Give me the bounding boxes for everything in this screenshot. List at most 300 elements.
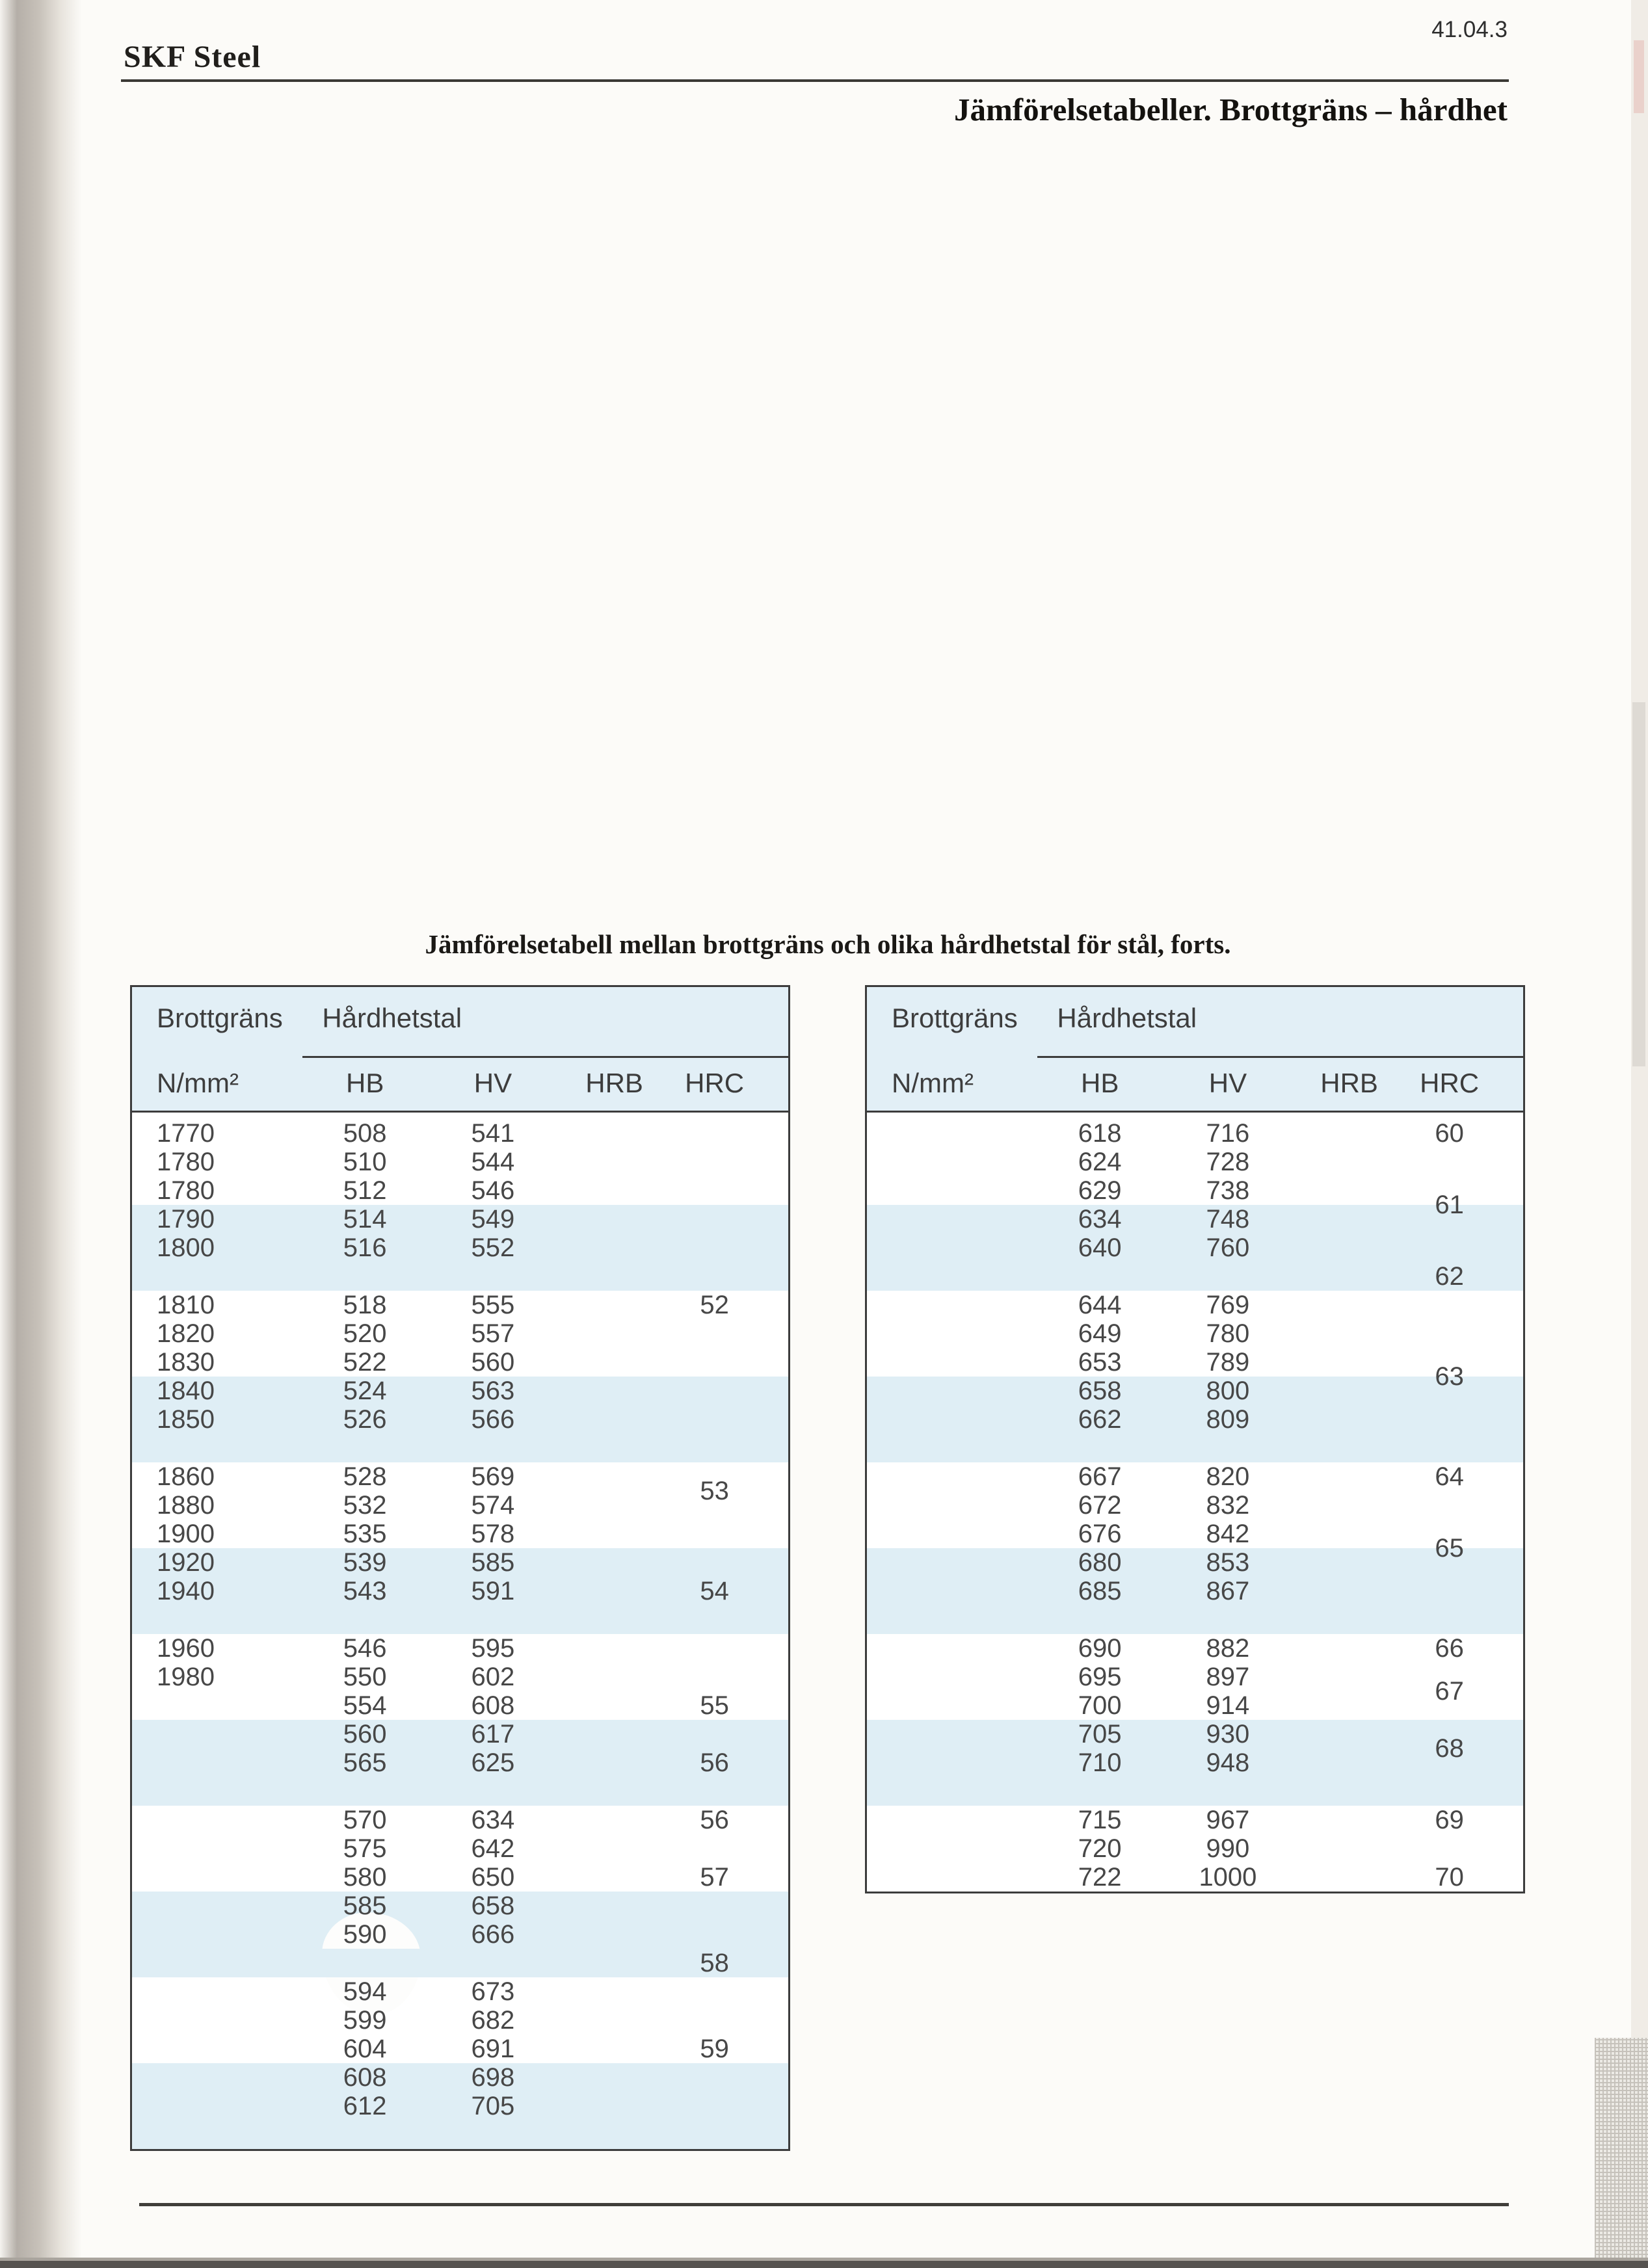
column-group-hardhetstal: Hårdhetstal [1057,1003,1197,1033]
cell-hb: 512 [343,1176,387,1205]
brand-name: SKF Steel [124,40,261,74]
spacer-row [867,1434,1523,1462]
cell-hb: 570 [343,1806,387,1834]
cell-hrc: 65 [1435,1534,1464,1563]
table-row [867,1119,1523,1148]
cell-brottgrans [867,1605,1037,1634]
cell-hrc [1405,1748,1523,1777]
cell-hrb [559,1520,671,1548]
cell-hv: 691 [471,2035,515,2063]
cell-hb: 672 [1078,1491,1122,1520]
cell-hrc [670,1634,788,1663]
cell-hb: 695 [1078,1663,1122,1691]
table-row [132,1691,788,1720]
column-hb: HB [1081,1068,1119,1098]
unit-label: N/mm² [892,1068,974,1098]
cell-hrc: 70 [1435,1863,1464,1892]
cell-hrb [559,1949,671,1977]
cell-hrc [670,1491,788,1520]
cell-hrb [559,1176,671,1205]
spacer-row [132,1949,788,1977]
cell-hrb [1294,1863,1405,1892]
cell-hv: 897 [1206,1663,1250,1691]
cell-hrb [559,1548,671,1577]
cell-hrb [1294,1548,1405,1577]
column-hrb: HRB [585,1068,643,1098]
cell-hrc [670,1834,788,1863]
cell-hrb [559,1262,671,1291]
table-row [132,2092,788,2120]
cell-hb: 520 [343,1319,387,1348]
cell-brottgrans [867,1434,1037,1462]
table-row [867,1491,1523,1520]
table-row [867,1205,1523,1233]
cell-hrc: 60 [1435,1119,1464,1148]
cell-hv: 546 [471,1176,515,1205]
table-row [867,1148,1523,1176]
cell-hrc: 66 [1435,1634,1464,1663]
cell-hrc [1405,1405,1523,1434]
cell-hrb [1294,1577,1405,1605]
cell-hrb [1294,1291,1405,1319]
cell-hrc: 62 [1435,1262,1464,1291]
cell-hv: 698 [471,2063,515,2092]
cell-hv: 748 [1206,1205,1250,1233]
cell-brottgrans: 1940 [157,1577,215,1605]
table-row [867,1405,1523,1434]
cell-hrb [559,1777,671,1806]
cell-hb: 543 [343,1577,387,1605]
table-row [132,1977,788,2006]
cell-hb: 539 [343,1548,387,1577]
cell-hrc [670,1434,788,1462]
cell-hrc: 52 [700,1291,729,1319]
cell-hb: 649 [1078,1319,1122,1348]
left-table-body [132,1113,788,2149]
cell-hrb [559,1634,671,1663]
cell-brottgrans [132,2120,302,2149]
cell-hv [427,1777,559,1806]
cell-hv: 658 [471,1892,515,1920]
cell-hv [427,1262,559,1291]
cell-hrb [559,1577,671,1605]
cell-hb: 629 [1078,1176,1122,1205]
cell-brottgrans [867,1548,1037,1577]
cell-hb: 715 [1078,1806,1122,1834]
cell-hrb [559,2035,671,2063]
cell-hb [302,1605,427,1634]
cell-brottgrans [132,1892,302,1920]
cell-hrb [559,1806,671,1834]
cell-hrb [559,1434,671,1462]
table-row [132,1520,788,1548]
cell-hb: 565 [343,1748,387,1777]
cell-hb: 644 [1078,1291,1122,1319]
cell-hv: 552 [471,1233,515,1262]
cell-hrb [559,1205,671,1233]
cell-hb: 700 [1078,1691,1122,1720]
cell-brottgrans [867,1348,1037,1377]
cell-hb: 653 [1078,1348,1122,1377]
cell-brottgrans [867,1663,1037,1691]
cell-hv: 608 [471,1691,515,1720]
cell-brottgrans [867,1720,1037,1748]
cell-hv [1162,1777,1294,1806]
cell-hrc [1405,1548,1523,1577]
cell-hrb [1294,1434,1405,1462]
cell-hrc [670,2063,788,2092]
cell-brottgrans [132,1748,302,1777]
cell-hv: 541 [471,1119,515,1148]
table-row [867,1806,1523,1834]
cell-hrc: 61 [1435,1191,1464,1219]
cell-hrc [1405,1319,1523,1348]
cell-hv [427,1949,559,1977]
spacer-row [132,1777,788,1806]
cell-hv: 853 [1206,1548,1250,1577]
table-header [867,987,1523,1113]
table-row [132,1405,788,1434]
table-row [132,1748,788,1777]
cell-hrb [1294,1748,1405,1777]
cell-hv: 780 [1206,1319,1250,1348]
cell-brottgrans [132,1691,302,1720]
cell-hv: 574 [471,1491,515,1520]
cell-hrb [559,1834,671,1863]
page-bottom-edge [0,2258,1648,2268]
cell-hv: 789 [1206,1348,1250,1377]
cell-hv: 809 [1206,1405,1250,1434]
cell-brottgrans [867,1233,1037,1262]
cell-hv: 990 [1206,1834,1250,1863]
cell-hrc [670,1319,788,1348]
cell-hv: 578 [471,1520,515,1548]
cell-brottgrans [132,2092,302,2120]
cell-brottgrans [132,1777,302,1806]
spacer-row [132,1434,788,1462]
cell-hb: 608 [343,2063,387,2092]
page-title: Jämförelsetabeller. Brottgräns – hårdhet [953,92,1508,127]
table-row [132,1634,788,1663]
cell-hrb [1294,1834,1405,1863]
cell-brottgrans [867,1834,1037,1863]
column-group-brottgrans: Brottgräns [157,1003,283,1033]
table-row [132,1119,788,1148]
cell-hrc [670,1548,788,1577]
cell-hrb [559,1377,671,1405]
table-row [132,1720,788,1748]
cell-hrc: 64 [1435,1462,1464,1491]
cell-hrc: 63 [1435,1362,1464,1391]
cell-hb: 720 [1078,1834,1122,1863]
cell-hrb [559,2092,671,2120]
cell-brottgrans: 1900 [157,1520,215,1548]
cell-hv [427,1434,559,1462]
cell-hv: 769 [1206,1291,1250,1319]
column-hrc: HRC [685,1068,745,1098]
cell-hrc [670,1233,788,1262]
cell-hb: 526 [343,1405,387,1434]
cell-hrc [1405,1491,1523,1520]
cell-hrb [1294,1205,1405,1233]
cell-hrc [1405,1777,1523,1806]
cell-hb: 535 [343,1520,387,1548]
cell-hv [427,1605,559,1634]
cell-hb: 612 [343,2092,387,2120]
cell-hv: 682 [471,2006,515,2035]
cell-hrc [670,1720,788,1748]
cell-hrb [559,1920,671,1949]
cell-hv: 760 [1206,1233,1250,1262]
table-row [867,1291,1523,1319]
cell-hb: 604 [343,2035,387,2063]
cell-hrb [559,1148,671,1176]
spacer-row [132,1605,788,1634]
cell-hv: 738 [1206,1176,1250,1205]
cell-brottgrans [132,1806,302,1834]
cell-hb [302,1777,427,1806]
table-row [132,1319,788,1348]
cell-hrc: 55 [700,1691,729,1720]
cell-brottgrans [867,1148,1037,1176]
cell-hv: 555 [471,1291,515,1319]
cell-brottgrans [867,1748,1037,1777]
cell-hrb [559,1977,671,2006]
cell-hb: 516 [343,1233,387,1262]
table-row [867,1462,1523,1491]
table-caption: Jämförelsetabell mellan brottgräns och olika hårdhetstal för stål, forts. [425,929,1231,959]
cell-hv: 563 [471,1377,515,1405]
cell-hb: 662 [1078,1405,1122,1434]
cell-hb: 532 [343,1491,387,1520]
cell-hrc [1405,1605,1523,1634]
cell-brottgrans [867,1176,1037,1205]
cell-hrc: 54 [700,1577,729,1605]
cell-brottgrans: 1780 [157,1148,215,1176]
cell-hrc [670,1605,788,1634]
cell-hrb [559,1462,671,1491]
hardhetstal-rule [302,1056,788,1058]
cell-hrc [670,1119,788,1148]
cell-hrc: 58 [700,1949,729,1977]
column-hrc: HRC [1420,1068,1480,1098]
cell-hrc [1405,1148,1523,1176]
cell-hv: 591 [471,1577,515,1605]
cell-hb [302,2120,427,2149]
cell-hrc [670,1777,788,1806]
cell-brottgrans [867,1491,1037,1520]
cell-hv: 716 [1206,1119,1250,1148]
cell-hrb [1294,1148,1405,1176]
cell-hb: 546 [343,1634,387,1663]
table-row [132,1663,788,1691]
table-row [132,1863,788,1892]
cell-brottgrans [132,1977,302,2006]
cell-brottgrans: 1820 [157,1319,215,1348]
cell-hv: 560 [471,1348,515,1377]
cell-hrb [559,1892,671,1920]
cell-hv: 882 [1206,1634,1250,1663]
cell-hrc [1405,1233,1523,1262]
cell-hb: 590 [343,1920,387,1949]
table-row [132,1348,788,1377]
table-row [867,1548,1523,1577]
cell-hrc [670,1520,788,1548]
table-row [132,1892,788,1920]
cell-brottgrans [867,1405,1037,1434]
cell-brottgrans [867,1462,1037,1491]
cell-hrc: 59 [700,2035,729,2063]
cell-hv [1162,1262,1294,1291]
cell-hb: 580 [343,1863,387,1892]
cell-hv: 666 [471,1920,515,1949]
table-row [132,1462,788,1505]
cell-hrc [670,1892,788,1920]
cell-brottgrans [867,1119,1037,1148]
cell-hb: 585 [343,1892,387,1920]
cell-hrb [559,2120,671,2149]
cell-brottgrans: 1810 [157,1291,215,1319]
cell-hb [1037,1262,1162,1291]
cell-hv: 728 [1206,1148,1250,1176]
cell-hb: 634 [1078,1205,1122,1233]
cell-hrc: 68 [1435,1734,1464,1763]
table-row [867,1377,1523,1405]
cell-brottgrans: 1770 [157,1119,215,1148]
cell-brottgrans [867,1863,1037,1892]
cell-hv [1162,1434,1294,1462]
cell-hv: 650 [471,1863,515,1892]
footer-rule [139,2203,1509,2206]
table-row [132,1291,788,1319]
spacer-row [867,1777,1523,1806]
cell-hv: 549 [471,1205,515,1233]
hardhetstal-rule [1037,1056,1523,1058]
table-row [132,1233,788,1262]
cell-brottgrans [867,1377,1037,1405]
right-table-body [867,1113,1523,1892]
table-row [132,1205,788,1233]
header-rule [121,79,1509,82]
cell-hrc [670,1920,788,1949]
cell-hrb [1294,1663,1405,1691]
cell-hb: 618 [1078,1119,1122,1148]
cell-hv: 585 [471,1548,515,1577]
cell-hv: 1000 [1199,1863,1257,1892]
cell-hrb [1294,1119,1405,1148]
cell-hv: 705 [471,2092,515,2120]
cell-hrb [1294,1262,1405,1291]
cell-hv: 617 [471,1720,515,1748]
cell-hb: 575 [343,1834,387,1863]
cell-brottgrans: 1880 [157,1491,215,1520]
cell-hrb [559,1291,671,1319]
cell-hrb [559,1748,671,1777]
table-row [132,1806,788,1834]
cell-brottgrans: 1830 [157,1348,215,1377]
table-row [132,1834,788,1863]
cell-hrb [559,2006,671,2035]
cell-brottgrans: 1850 [157,1405,215,1434]
cell-hb: 514 [343,1205,387,1233]
cell-hrc [670,1405,788,1434]
cell-hb: 554 [343,1691,387,1720]
cell-hrb [559,1691,671,1720]
table-header [132,987,788,1113]
cell-hrb [559,1605,671,1634]
cell-hv: 557 [471,1319,515,1348]
table-row [867,1834,1523,1863]
cell-hrb [559,1233,671,1262]
cell-brottgrans [867,1577,1037,1605]
cell-hv: 930 [1206,1720,1250,1748]
cell-hb: 550 [343,1663,387,1691]
cell-brottgrans [867,1806,1037,1834]
cell-brottgrans: 1980 [157,1663,215,1691]
cell-hrb [1294,1176,1405,1205]
cell-brottgrans [132,2063,302,2092]
cell-hrb [559,1663,671,1691]
cell-brottgrans: 1960 [157,1634,215,1663]
cell-hrb [1294,1520,1405,1548]
cell-hrb [559,1348,671,1377]
cell-hv: 642 [471,1834,515,1863]
column-hrb: HRB [1320,1068,1378,1098]
halftone-artifact [1595,2038,1648,2259]
spacer-row [132,2120,788,2149]
cell-brottgrans [867,1691,1037,1720]
table-row [132,2063,788,2092]
cell-hb: 690 [1078,1634,1122,1663]
cell-hrc [1405,1291,1523,1319]
cell-hv: 820 [1206,1462,1250,1491]
spacer-row [132,1262,788,1291]
cell-hb [1037,1777,1162,1806]
cell-hb: 528 [343,1462,387,1491]
table-row [132,1377,788,1405]
cell-hb [302,1949,427,1977]
spacer-row [867,1605,1523,1634]
cell-hv: 602 [471,1663,515,1691]
cell-brottgrans [132,1605,302,1634]
cell-brottgrans [867,1291,1037,1319]
cell-hv: 625 [471,1748,515,1777]
cell-hv: 566 [471,1405,515,1434]
cell-hv [1162,1605,1294,1634]
cell-hb: 685 [1078,1577,1122,1605]
table-row [132,1176,788,1205]
cell-hb: 710 [1078,1748,1122,1777]
cell-hrb [559,1405,671,1434]
unit-label: N/mm² [157,1068,239,1098]
cell-hb: 680 [1078,1548,1122,1577]
cell-hv [427,2120,559,2149]
cell-hb [1037,1434,1162,1462]
cell-hb [1037,1605,1162,1634]
cell-brottgrans [132,1920,302,1949]
cell-brottgrans [867,1205,1037,1233]
cell-hb: 518 [343,1291,387,1319]
cell-brottgrans [132,2006,302,2035]
cell-hrb [1294,1720,1405,1748]
cell-brottgrans: 1780 [157,1176,215,1205]
scan-artifact-pink [1634,40,1644,113]
cell-hv: 867 [1206,1577,1250,1605]
cell-hb: 560 [343,1720,387,1748]
column-group-hardhetstal: Hårdhetstal [322,1003,462,1033]
cell-hrb [1294,1605,1405,1634]
comparison-table-left [130,985,790,2151]
